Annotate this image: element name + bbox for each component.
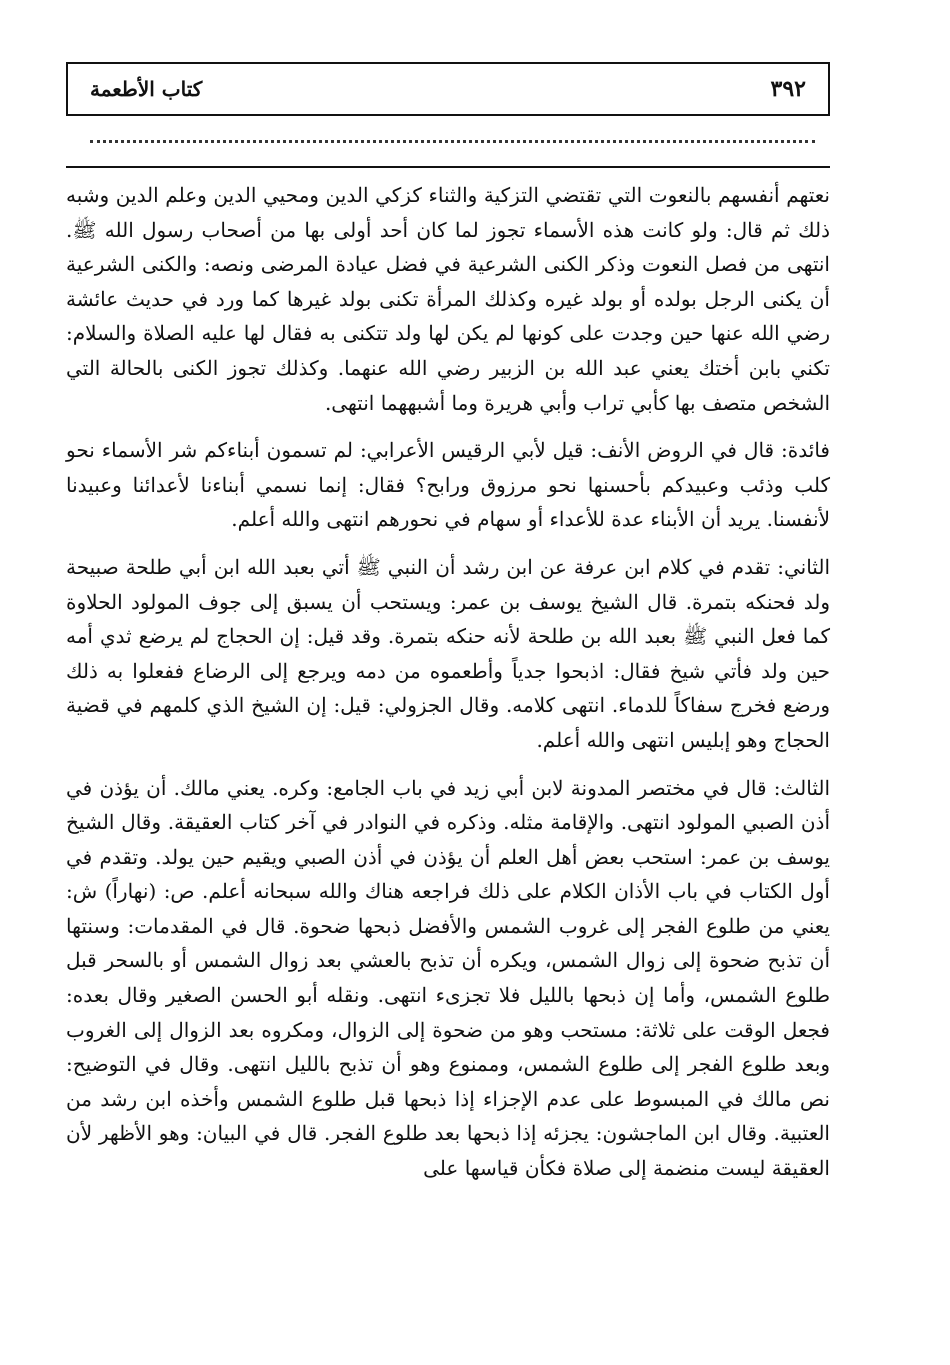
book-title: كتاب الأطعمة — [90, 77, 203, 101]
dotted-separator — [90, 140, 815, 143]
horizontal-rule — [66, 166, 830, 168]
paragraph-3: الثاني: تقدم في كلام ابن عرفة عن ابن رشد أن النبي ﷺ أتي بعبد الله ابن أبي طلحة صبيحة ولد فحنكه بتمرة. قال الشيخ يوسف بن عمر: ويستحب أن يسبق إلى جوف المولود الحلاوة كما فعل النبي ﷺ بعبد الله بن طلحة لأنه حنكه بتمرة. وقد قيل: إن الحجاج لم يرضع ثدي أمه حين ولد فأتي شيخ فقال: اذبحوا جدياً وأطعموه من دمه ويرجع إلى الرضاع ففعلوا به ذلك ورضع فخرج سفاكاً للدماء. انتهى كلامه. وقال الجزولي: قيل: إن الشيخ الذي كلمهم في قضية الحجاج وهو إبليس انتهى والله أعلم. — [66, 554, 830, 752]
paragraph-1: نعتهم أنفسهم بالنعوت التي تقتضي التزكية والثناء كزكي الدين ومحيي الدين وعلم الدين وشبه ذلك ثم قال: ولو كانت هذه الأسماء تجوز لما كان أحد أولى بها من أصحاب رسول الله ﷺ. انتهى من فصل النعوت وذكر الكنى الشرعية في فضل عيادة المرضى ونصه: والكنى الشرعية أن يكنى الرجل بولده أو بولد غيره وكذلك المرأة تكنى بولد غيرها كما ورد في حديث عائشة رضي الله عنها حين وجدت على كونها لم يكن لها ولد تتكنى به فقال لها عليه الصلاة والسلام: تكني بابن أختك يعني عبد الله بن الزبير رضي الله عنهما. وكذلك تجوز الكنى بالحالة التي الشخص متصف بها كأبي تراب وأبي هريرة وما أشبههما انتهى. — [66, 183, 830, 415]
page-body — [66, 178, 830, 1186]
page-number: ٣٩٢ — [770, 76, 806, 102]
paragraph-2: فائدة: قال في الروض الأنف: قيل لأبي الرقيس الأعرابي: لم تسمون أبناءكم شر الأسماء نحو كلب وذئب وعبيدكم بأحسنها نحو مرزوق ورابح؟ فقال: إنما نسمي أبناءنا لأعدائنا وعبيدنا لأنفسنا. يريد أن الأبناء عدة للأعداء أو سهام في نحورهم انتهى والله أعلم. — [66, 438, 830, 532]
page-header — [66, 62, 830, 116]
paragraph-4: الثالث: قال في مختصر المدونة لابن أبي زيد في باب الجامع: وكره. يعني مالك. أن يؤذن في أذن الصبي المولود انتهى. والإقامة مثله. وذكره في النوادر في آخر كتاب العقيقة. وقال الشيخ يوسف بن عمر: استحب بعض أهل العلم أن يؤذن في أذن الصبي ويقيم حين يولد. وتقدم في أول الكتاب في باب الأذان الكلام على ذلك فراجعه هناك والله سبحانه أعلم. ص: (نهاراً) ش: يعني من طلوع الفجر إلى غروب الشمس والأفضل ذبحها ضحوة. قال في المقدمات: وسنتها أن تذبح ضحوة إلى زوال الشمس، ويكره أن تذبح بالعشي بعد زوال الشمس أو بالسحر قبل طلوع الشمس، وأما إن ذبحها بالليل فلا تجزىء انتهى. ونقله أبو الحسن الصغير وقال بعده: فجعل الوقت على ثلاثة: مستحب وهو من ضحوة إلى الزوال، ومكروه بعد الزوال إلى الغروب وبعد طلوع الفجر إلى طلوع الشمس، وممنوع وهو أن تذبح بالليل انتهى. وقال في التوضيح: نص مالك في المبسوط على عدم الإجزاء إذا ذبحها قبل طلوع الشمس وأخذه ابن رشد من العتبية. وقال ابن الماجشون: يجزئه إذا ذبحها بعد طلوع الفجر. قال في البيان: وهو الأظهر لأن العقيقة ليست منضمة إلى صلاة فكأن قياسها على — [66, 775, 831, 1181]
